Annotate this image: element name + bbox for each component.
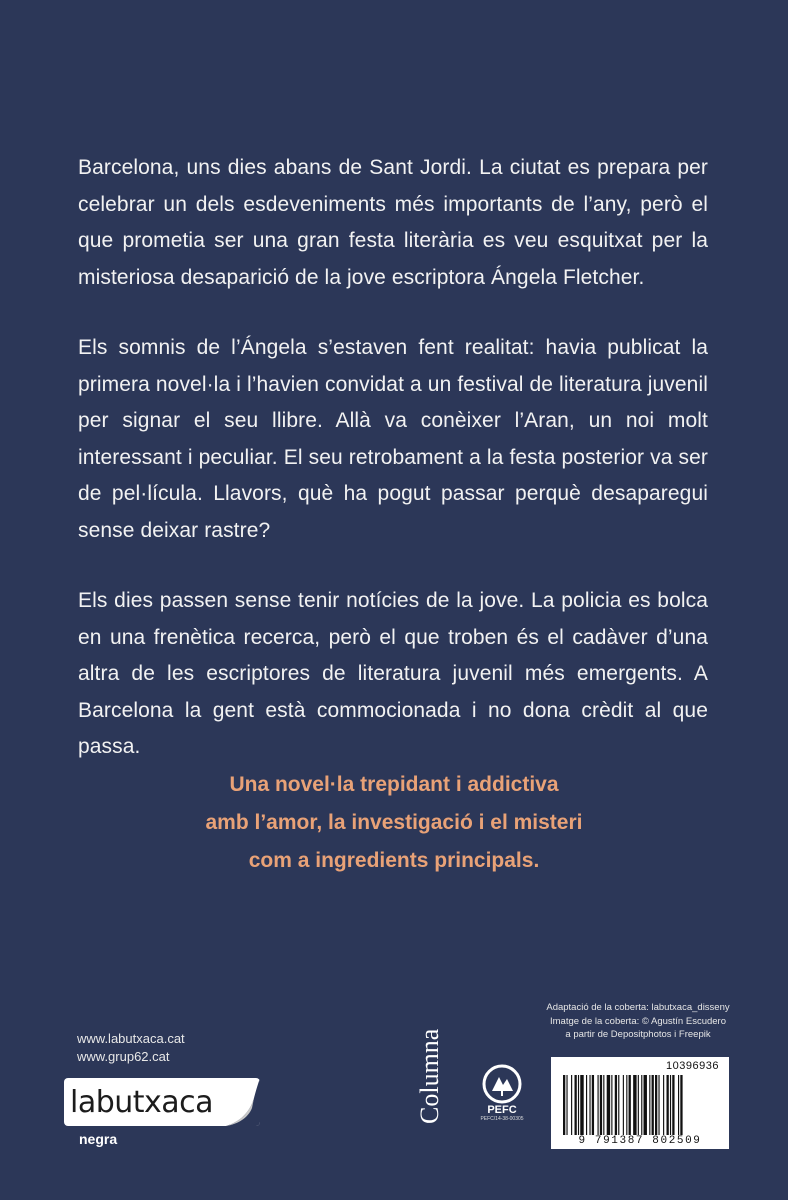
barcode-internal-code: 10396936 — [666, 1060, 719, 1072]
blurb-paragraph-2: Els somnis de l’Ángela s’estaven fent realitat: havia publicat la primera novel·la i l’havien convidat a un festival de literatura juvenil per signar el seu llibre. Allà va conèixer l’Aran, un noi molt interessant i peculiar. El seu retrobament a la festa posterior va ser de pel·lícula. Llavors, què ha pogut passar perquè desaparegui sense deixar rastre? — [78, 336, 708, 542]
publisher-logo: Columna — [415, 1028, 444, 1124]
tagline — [60, 766, 728, 880]
barcode-panel — [551, 1057, 729, 1149]
blurb-paragraph-3: Els dies passen sense tenir notícies de la jove. La policia es bolca en una frenètica recerca, però el que troben és el cadàver d’una altra de les escriptores de literatura juvenil més emergents. A Barcelona la gent està commocionada i no dona crèdit al que passa. — [78, 589, 708, 758]
credit-source: a partir de Depositphotos i Freepik — [565, 1029, 711, 1040]
blurb — [78, 150, 708, 800]
cover-credits — [540, 1001, 736, 1042]
tagline-line-1: Una novel·la trepidant i addictiva — [229, 773, 559, 796]
logo-text: labutxaca — [70, 1084, 214, 1120]
tagline-line-2: amb l’amor, la investigació i el misteri — [205, 811, 583, 834]
credit-image: Imatge de la coberta: © Agustín Escudero — [550, 1015, 726, 1027]
tagline-line-3: com a ingredients principals. — [248, 849, 540, 872]
labutxaca-logo — [64, 1078, 260, 1126]
pefc-certification — [476, 1064, 528, 1134]
barcode-icon — [561, 1075, 719, 1135]
website-links — [77, 1030, 185, 1066]
credit-design: Adaptació de la coberta: labutxaca_disseny — [546, 1002, 730, 1013]
pefc-label: PEFC — [487, 1104, 517, 1116]
collection-label: negra — [79, 1131, 118, 1147]
website-link-labutxaca[interactable]: www.labutxaca.cat — [77, 1031, 185, 1046]
pefc-code: PEFC/14-38-00305 — [480, 1116, 524, 1122]
isbn-number: 9 791387 802509 — [553, 1135, 727, 1147]
page-curl-icon — [226, 1078, 260, 1126]
website-link-grup62[interactable]: www.grup62.cat — [77, 1049, 170, 1064]
pefc-tree-icon — [482, 1064, 522, 1104]
blurb-paragraph-1: Barcelona, uns dies abans de Sant Jordi. La ciutat es prepara per celebrar un dels esdeveniments més importants de l’any, però el que prometia ser una gran festa literària es veu esquitxat per la misteriosa desaparició de la jove escriptora Ángela Fletcher. — [78, 156, 708, 289]
